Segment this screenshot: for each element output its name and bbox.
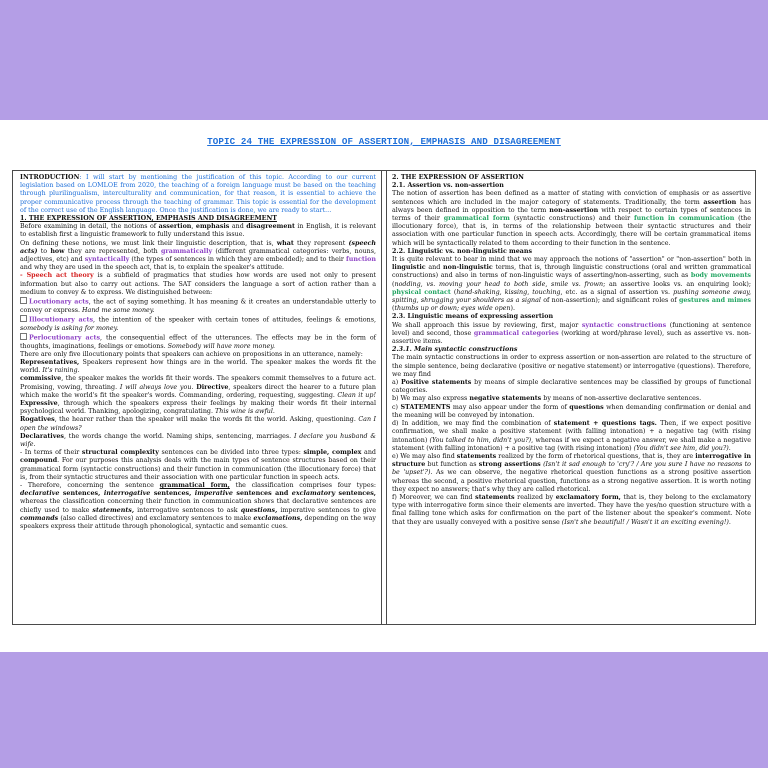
section-2-1-heading: 2.1. Assertion vs. non-assertion <box>392 182 504 190</box>
left-column <box>13 171 382 624</box>
two-column-table <box>12 170 756 625</box>
def-declaratives: Declaratives, the words change the world. Naming ships, sentencing, marriages. I declare you husband & wife. <box>20 432 377 448</box>
paragraph-linguistic: It is quite relevant to bear in mind that we may approach the notions of "assertion" or "non-assertion" both in linguistic and non-linguistic terms, that is, through linguistic constructions (oral and written grammatical constructions) and also in terms of non-linguistic ways of asserting/non-asserting, such as body movements (nodding, vs. moving your head to both side, smile vs. frown; an assertive looks vs. an enquiring look); physical contact (hand-shaking, kissing, touching, etc. as a signal of assertion vs. pushing someone away, spitting, shrugging your shoulders as a signal of non-assertion); and significant roles of gestures and mimes (thumbs up or down; eyes wide open). <box>392 256 752 313</box>
intro-paragraph <box>20 174 376 215</box>
intro-label: INTRODUCTION <box>20 174 80 181</box>
paragraph-speech-act: - Speech act theory is a subfield of pragmatics that studies how words are used not only to present information but also to carry out actions. The SAT considers the language a sort of action rather than a medium to convey & to express. We distinguished between: <box>20 272 376 296</box>
checkbox-icon <box>20 333 27 340</box>
paragraph-1: Before examining in detail, the notions of assertion, emphasis and disagreement in English, it is relevant to establish first a linguistic framework to fully understand this issue. <box>20 223 376 239</box>
paragraph-illocutionary-points: There are only five illocutionary points that speakers can achieve on propositions in an utterance, namely: <box>20 350 363 358</box>
def-commissive: commissive, the speaker makes the worlds fit their words. The speakers commit themselves to a future act. Promising, vowing, threating. I will always love you. Directive, speakers direct the hearer to a future plan which make the world's fit the speaker's words. Commanding, ordering, requesting, suggesting. Clean it up! Expressive, through which the speakers express their feelings by making their words fit their internal psychological world. Thanking, apologizing, congratulating. This wine is awful. <box>20 375 376 416</box>
item-d: d) In addition, we may find the combination of statement + questions tags. Then, if we expect positive confirmation, we shall make a positive statement (with falling intonation) + a negative tag (with rising intonation) (You talked to him, didn't you?), whereas if we expect a negative answer, we shall make a negative statement (with falling intonation) + a positive tag (with rising intonation) (You didn't see him, did you?). <box>392 420 751 452</box>
item-a: a) Positive statements by means of simple declarative sentences may be classified by groups of functional categories. <box>392 379 751 395</box>
section-1-heading: 1. THE EXPRESSION OF ASSERTION, EMPHASIS AND DISAGREEMENT <box>20 215 277 223</box>
section-2-2-heading: 2.2. Linguistic vs. non-linguistic means <box>392 247 533 255</box>
item-e: e) We may also find statements realized by the form of rhetorical questions, that is, they are interrogative in structure but function as strong assertions (Isn't it sad enough to 'cry'? / Are you sure I have no reasons to be 'upset'?). As we can observe, the negative rhetorical question functions as a strong positive assertion whereas the second, a positive rhetorical question, functions as a strong negative assertion. It is worth noting they expect no answers; that's why they are called rhetorical. <box>392 452 752 493</box>
paragraph-grammatical-form: - Therefore, concerning the sentence grammatical form, the classification comprises four types: declarative sentences, interrogative sentences, imperative sentences and exclamatory sentences, whereas the classification concerning their function in communication shows that declarative sentences are chiefly used to make statements, interrogative sentences to ask questions, imperative sentences to give commands (also called directives) and exclamatory sentences to make exclamations, depending on the way speakers express their attitude through phonological, syntactic and semantic cues. <box>20 482 376 531</box>
right-column <box>386 171 756 624</box>
checkbox-icon <box>20 297 27 304</box>
paragraph-linguistic-means: We shall approach this issue by reviewing, first, major syntactic constructions (functioning at sentence level) and second, those grammatical categories (working at word/phrase level), such as assertive vs. non-assertive items. <box>392 321 752 346</box>
paragraph-2: On defining these notions, we must link their linguistic description, that is, what they represent (speech acts) to how they are represented, both grammatically (different grammatical categories: verbs, nouns, adjectives, etc) and syntactically (the types of sentences in which they are embedded); and to their function and why they are used in the speech act, that is, to explain the speaker's attitude. <box>20 239 377 272</box>
paragraph-syntactic-constructions: The main syntactic constructions in order to express assertion or non-assertion are related to the structure of the simple sentence, being declarative (positive or negative statement) or interrogative (questions). Therefore, we may find <box>392 354 751 378</box>
list-item-perlocutionary: Perlocutionary acts, the consequential effect of the utterances. The effects may be in the form of thoughts, imaginations, feelings or emotions. Somebody will have more money. <box>20 334 376 350</box>
section-2-3-heading: 2.3. Linguistic means of expressing assertion <box>392 313 554 321</box>
paragraph-structural: - In terms of their structural complexity sentences can be divided into three types: simple, complex and compound. For our purposes this analysis deals with the main types of sentence structures based on their grammatical form (syntactic constructions) and their function in communication (the illocutionary force) that is, from their syntactic structures and their association with one particular function in speech acts. <box>20 449 376 481</box>
section-2-heading: 2. THE EXPRESSION OF ASSERTION <box>392 174 524 181</box>
checkbox-icon <box>20 315 27 322</box>
intro-text: : I will start by mentioning the justification of this topic. According to our current legislation based on LOMLOE from 2020, the teaching of a foreign language must be based on the teaching through plurilingualism, interculturality and communication, for that reason, it is essential to achieve the proper communicative process through the teaching of grammar. This topic is essential for the development of the correct use of the English language. Once the justification is done, we are ready to start… <box>20 174 376 214</box>
item-f: f) Moreover, we can find statements realized by exclamatory form, that is, they belong to the exclamatory type with interrogative form since their elements are inverted. They have the yes/no question structure with a final falling tone which asks for confirmation on the part of the listener about the speaker's comment. Note that they are usually conveyed with a positive sense (Isn't she beautiful! / Wasn't it an exciting evening!). <box>392 493 751 526</box>
list-item-illocutionary: Illocutionary acts, the intention of the speaker with certain tones of attitudes, feelings & emotions, somebody is asking for money. <box>20 316 376 332</box>
item-b: b) We may also express negative statements by means of non-assertive declarative sentences. <box>392 395 702 403</box>
def-representatives: Representatives, Speakers represent how things are in the world. The speaker makes the words fit the world. It's raining. <box>20 358 376 375</box>
document-page <box>0 120 768 652</box>
def-rogatives: Rogatives, the hearer rather than the speaker will make the words fit the world. Asking, questioning. Can I open the windows? <box>20 416 376 432</box>
item-c: c) STATEMENTS may also appear under the form of questions when demanding confirmation or denial and the meaning will be conveyed by intonation. <box>392 403 751 419</box>
section-2-3-1-heading: 2.3.1. Main syntactic constructions <box>392 346 518 354</box>
document-title: TOPIC 24 THE EXPRESSION OF ASSERTION, EMPHASIS AND DISAGREEMENT <box>207 136 561 147</box>
list-item-locutionary: Locutionary acts, the act of saying something. It has meaning & it creates an understandable utterly to convey or express. Hand me some money. <box>20 298 376 314</box>
paragraph-assertion: The notion of assertion has been defined as a matter of stating with conviction of emphasis or as assertive sentences which are included in the major category of statements. Traditionally, the term assertion has always been defined in opposition to the term non-assertion with respect to certain types of sentences in terms of their grammatical form (syntactic constructions) and their function in communication (the illocutionary force), that is, in terms of the relationship between their syntactic structures and their association with one particular function in speech acts. Accordingly, there will be certain grammatical items which will be syntactically related to them according to their function in the sentence. <box>392 190 752 247</box>
